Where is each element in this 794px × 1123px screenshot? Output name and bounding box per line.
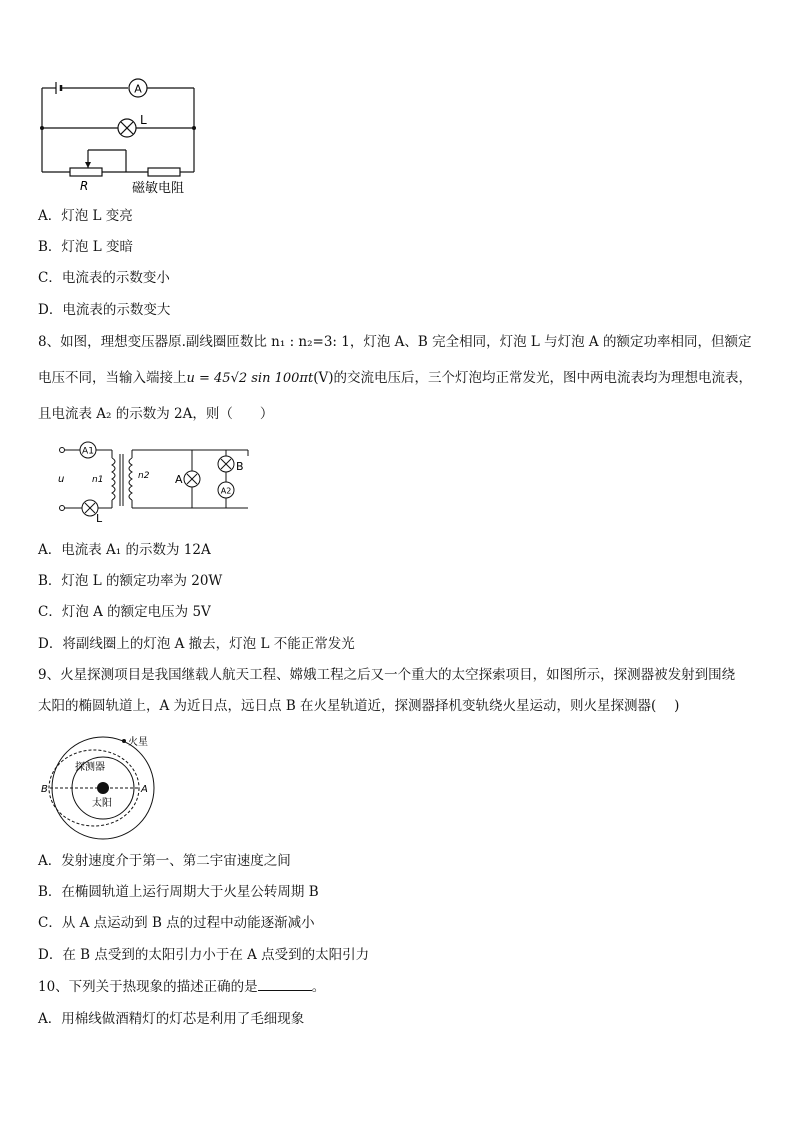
rheostat-label: R (80, 179, 89, 193)
u-label: u (58, 474, 65, 485)
a1-label: A1 (82, 446, 94, 457)
circuit-figure-1 (36, 74, 206, 200)
q10-option-a: A．用棉线做酒精灯的灯芯是利用了毛细现象 (38, 1011, 305, 1027)
sun-label: 太阳 (92, 798, 112, 809)
ammeter-label: A (134, 82, 142, 96)
q9-option-d: D．在 B 点受到的太阳引力小于在 A 点受到的太阳引力 (38, 947, 370, 963)
q9-option-c: C．从 A 点运动到 B 点的过程中动能逐渐减小 (38, 915, 315, 931)
q8-stem-line-2-post: (V)的交流电压后，三个灯泡均正常发光，图中两电流表均为理想电流表， (313, 370, 752, 386)
q10-stem-pre: 10、下列关于热现象的描述正确的是 (38, 979, 258, 995)
a2-label: A2 (220, 486, 232, 496)
q10-stem-post: 。 (311, 979, 326, 995)
point-a-label: A (141, 784, 148, 795)
q8-stem-line-1: 8、如图，理想变压器原.副线圈匝数比 n₁ : n₂=3: 1，灯泡 A、B 完全相同，灯泡 L 与灯泡 A 的额定功率相同，但额定 (38, 334, 752, 350)
q9-stem-line-2: 太阳的椭圆轨道上，A 为近日点，远日点 B 在火星轨道近，探测器择机变轨绕火星运动，则火星探测器( ) (38, 698, 680, 714)
q7-option-d: D．电流表的示数变大 (38, 302, 171, 318)
q8-stem-line-2 (38, 369, 752, 388)
q8-option-b: B．灯泡 L 的额定功率为 20W (38, 573, 223, 589)
mars-label: 火星 (128, 737, 148, 748)
q8-option-a: A．电流表 A₁ 的示数为 12A (38, 542, 211, 558)
q9-stem-line-1: 9、火星探测项目是我国继载人航天工程、嫦娥工程之后又一个重大的太空探索项目，如图所示，探测器被发射到围绕 (38, 667, 736, 683)
n2-label: n2 (138, 471, 150, 481)
q7-option-a: A．灯泡 L 变亮 (38, 208, 133, 224)
q8-stem-line-3: 且电流表 A₂ 的示数为 2A，则（ ） (38, 406, 274, 422)
point-b-label: B (41, 784, 48, 795)
probe-label: 探测器 (75, 762, 105, 773)
q8-option-d: D．将副线圈上的灯泡 A 撤去，灯泡 L 不能正常发光 (38, 636, 355, 652)
lamp-a-label: A (175, 473, 183, 486)
transformer-figure (52, 436, 262, 528)
q7-option-b: B．灯泡 L 变暗 (38, 239, 133, 255)
answer-blank (258, 978, 312, 991)
q10-stem (38, 978, 325, 996)
q9-option-b: B．在椭圆轨道上运行周期大于火星公转周期 B (38, 884, 319, 900)
lamp-label: L (140, 113, 147, 127)
q9-option-a: A．发射速度介于第一、第二宇宙速度之间 (38, 853, 291, 869)
lamp-b-label: B (236, 460, 244, 473)
orbit-figure (38, 732, 168, 842)
q8-option-c: C．灯泡 A 的额定电压为 5V (38, 604, 211, 620)
q7-option-c: C．电流表的示数变小 (38, 270, 170, 286)
n1-label: n1 (92, 475, 104, 485)
resistor-label: 磁敏电阻 (132, 181, 185, 196)
q8-stem-line-2-pre: 电压不同，当输入端接上 (38, 370, 187, 386)
lamp-l-label: L (96, 512, 103, 525)
q8-formula: u = 45√2 sin 100πt (186, 371, 314, 386)
